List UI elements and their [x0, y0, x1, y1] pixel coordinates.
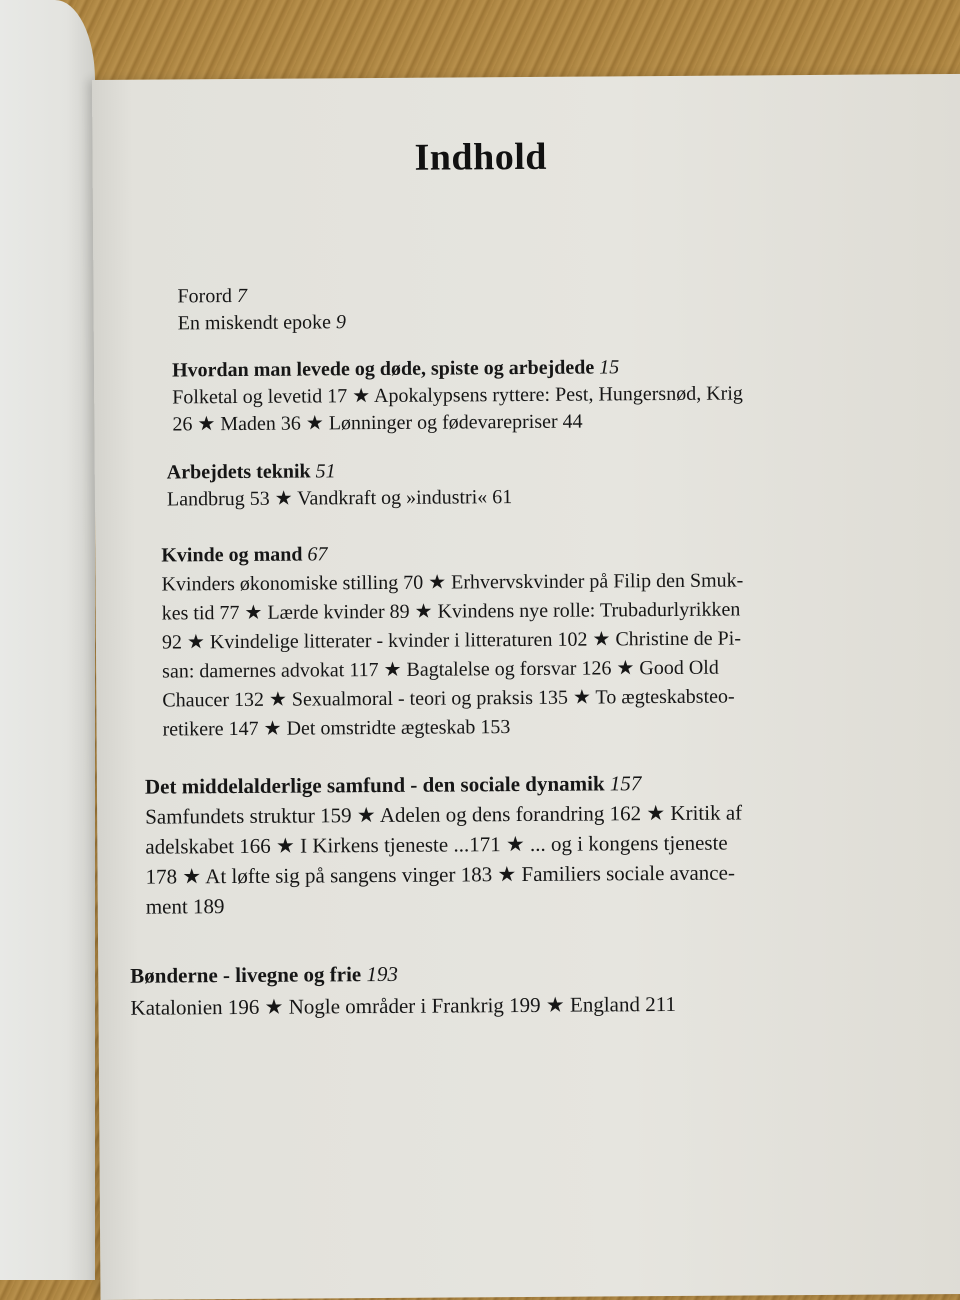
chapter-line: adelskabet 166 ★ I Kirkens tjeneste ...171 ★ ... og i kongens tjeneste	[145, 830, 728, 859]
chapter-heading: Kvinde og mand 67	[161, 543, 328, 567]
chapter-line: kes tid 77 ★ Lærde kvinder 89 ★ Kvindens nye rolle: Trubadurlyrikken	[161, 598, 741, 625]
front-matter	[177, 282, 346, 337]
chapter-line: Samfundets struktur 159 ★ Adelen og dens forandring 162 ★ Kritik af	[145, 800, 743, 829]
toc-chapter-1	[172, 353, 743, 438]
toc-chapter-4	[145, 767, 743, 921]
chapter-line: Folketal og levetid 17 ★ Apokalypsens ryttere: Pest, Hungersnød, Krig	[172, 382, 743, 409]
toc-chapter-2	[167, 457, 513, 513]
chapter-heading: Arbejdets teknik 51	[166, 460, 336, 484]
chapter-line: Landbrug 53 ★ Vandkraft og »industri« 61	[166, 486, 513, 511]
toc-entry-forord: Forord 7	[177, 284, 248, 308]
chapter-line: Katalonien 196 ★ Nogle områder i Frankrig 199 ★ England 211	[130, 991, 676, 1020]
chapter-line: 92 ★ Kvindelige litterater - kvinder i litteraturen 102 ★ Christine de Pi-	[161, 627, 742, 654]
chapter-heading: Bønderne - livegne og frie 193	[130, 961, 399, 988]
chapter-line: ment 189	[145, 894, 225, 919]
chapter-line: Kvinders økonomiske stilling 70 ★ Erhvervskvinder på Filip den Smuk-	[161, 569, 744, 596]
toc-chapter-3	[161, 537, 744, 744]
book-page	[92, 74, 960, 1300]
facing-page	[0, 0, 95, 1280]
toc-chapter-5	[130, 956, 676, 1024]
chapter-line: 26 ★ Maden 36 ★ Lønninger og fødevarepriser 44	[172, 410, 583, 436]
chapter-line: 178 ★ At løfte sig på sangens vinger 183 ★ Familiers sociale avance-	[145, 860, 735, 889]
toc-entry-miskendt-epoke: En miskendt epoke 9	[177, 311, 347, 335]
chapter-heading: Hvordan man levede og døde, spiste og arbejdede 15	[171, 356, 620, 382]
chapter-line: Chaucer 132 ★ Sexualmoral - teori og praksis 135 ★ To ægteskabsteo-	[162, 685, 735, 712]
chapter-line: retikere 147 ★ Det omstridte ægteskab 153	[162, 716, 511, 741]
chapter-line: san: damernes advokat 117 ★ Bagtalelse og forsvar 126 ★ Good Old	[162, 656, 719, 683]
chapter-heading: Det middelalderlige samfund - den sociale dynamik 157	[144, 771, 642, 799]
page-title: Indhold	[414, 135, 548, 179]
